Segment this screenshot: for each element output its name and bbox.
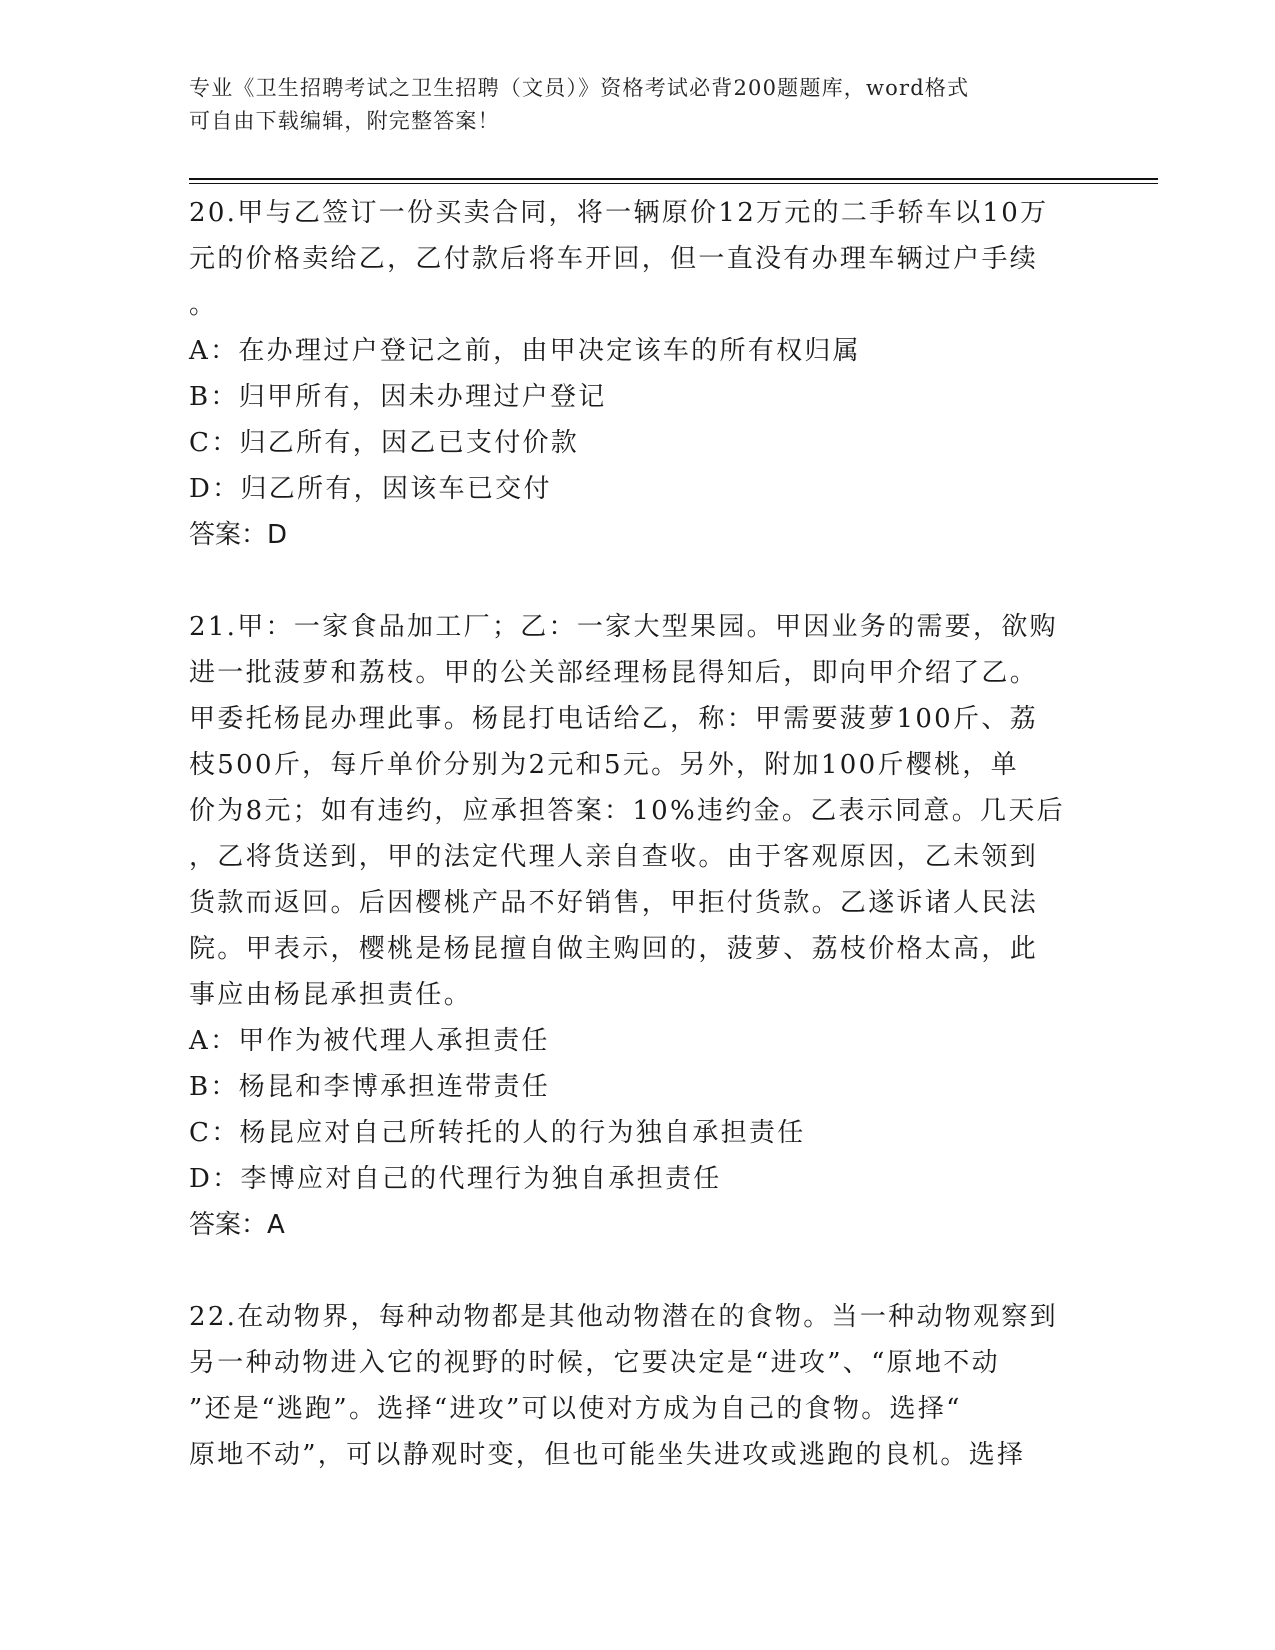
option-d: D：归乙所有，因该车已交付 [189,474,552,504]
question-text-line: 进一批菠萝和荔枝。甲的公关部经理杨昆得知后，即向甲介绍了乙。 [189,658,1039,688]
question-text-line: 元的价格卖给乙，乙付款后将车开回，但一直没有办理车辆过户手续 [189,244,1039,274]
header-rule-thin [189,183,1158,184]
question-text-line: ”还是“逃跑”。选择“进攻”可以使对方成为自己的食物。选择“ [189,1394,962,1424]
question-text-line: 院。甲表示，樱桃是杨昆擅自做主购回的，菠萝、荔枝价格太高，此 [189,934,1039,964]
document-header [189,72,1069,138]
question-text-line: 原地不动”，可以静观时变，但也可能坐失进攻或逃跑的良机。选择 [189,1440,1026,1470]
answer-label: 答案：A [189,1210,285,1240]
question-text-line: 。 [189,290,218,320]
question-text-line: 22.在动物界，每种动物都是其他动物潜在的食物。当一种动物观察到 [189,1302,1058,1332]
answer-label: 答案：D [189,520,288,550]
option-a: A：甲作为被代理人承担责任 [189,1026,550,1056]
option-d: D：李博应对自己的代理行为独自承担责任 [189,1164,722,1194]
question-text-line: 21.甲：一家食品加工厂；乙：一家大型果园。甲因业务的需要，欲购 [189,612,1058,642]
header-line-2: 可自由下载编辑，附完整答案！ [189,109,500,133]
question-22 [189,1294,1089,1478]
question-text-line: 枝500斤，每斤单价分别为2元和5元。另外，附加100斤樱桃，单 [189,750,1019,780]
question-text-line: 20.甲与乙签订一份买卖合同，将一辆原价12万元的二手轿车以10万 [189,198,1049,228]
option-c: C：杨昆应对自己所转托的人的行为独自承担责任 [189,1118,806,1148]
question-text-line: 货款而返回。后因樱桃产品不好销售，甲拒付货款。乙遂诉诸人民法 [189,888,1039,918]
option-a: A：在办理过户登记之前，由甲决定该车的所有权归属 [189,336,861,366]
option-b: B：归甲所有，因未办理过户登记 [189,382,607,412]
header-line-1: 专业《卫生招聘考试之卫生招聘（文员）》资格考试必背200题题库，word格式 [189,76,970,100]
question-text-line: 另一种动物进入它的视野的时候，它要决定是“进攻”、“原地不动 [189,1348,1000,1378]
question-list [189,190,1089,1478]
option-b: B：杨昆和李博承担连带责任 [189,1072,551,1102]
question-spacer [189,558,1089,604]
option-c: C：归乙所有，因乙已支付价款 [189,428,580,458]
question-text-line: ，乙将货送到，甲的法定代理人亲自查收。由于客观原因，乙未领到 [189,842,1039,872]
question-text-line: 甲委托杨昆办理此事。杨昆打电话给乙，称：甲需要菠萝100斤、荔 [189,704,1038,734]
question-21 [189,604,1089,1248]
question-spacer [189,1248,1089,1294]
question-text-line: 价为8元；如有违约，应承担答案：10%违约金。乙表示同意。几天后 [189,796,1065,826]
question-20 [189,190,1089,558]
header-rule-thick [189,178,1158,180]
question-text-line: 事应由杨昆承担责任。 [189,980,473,1010]
